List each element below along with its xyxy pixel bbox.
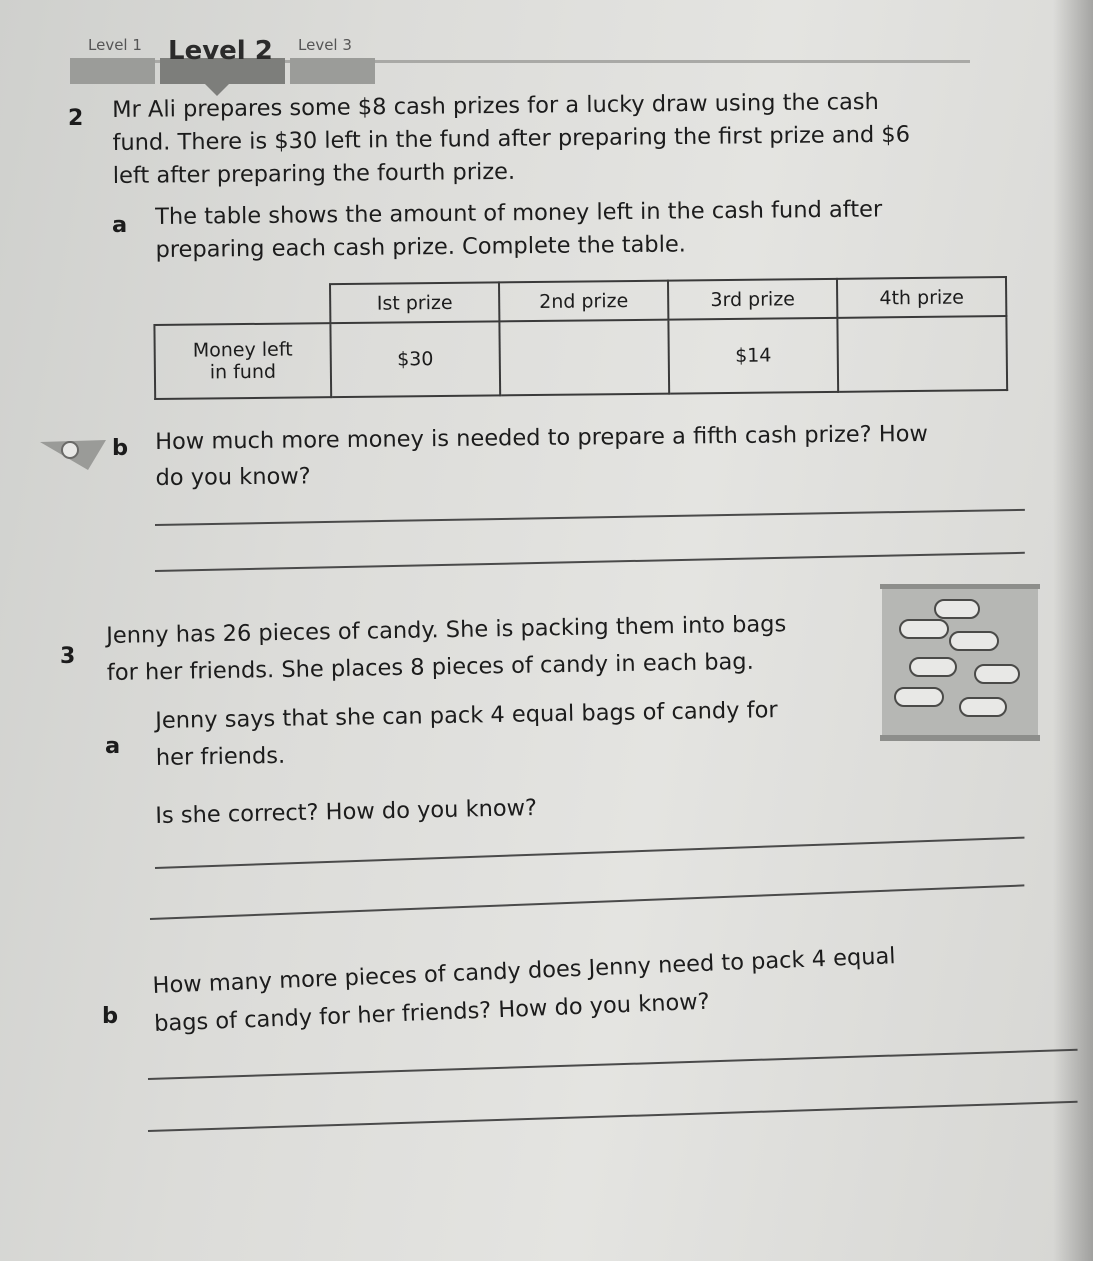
row-label-line-1: Money left [192,338,293,362]
q3b-text [152,940,898,1041]
level3-label: Level 3 [298,36,352,54]
q3a-question: Is she correct? How do you know? [155,795,538,829]
q2b-letter: b [112,435,129,461]
challenge-marker-icon [40,432,106,472]
q3a-letter: a [105,733,121,759]
q2b-line-2: do you know? [155,463,311,491]
question-3-number: 3 [60,644,76,669]
q2a-text [155,193,883,267]
cell-1st-prize: $30 [330,321,500,397]
q2b-line-1: How much more money is needed to prepare a fifth cash prize? How [155,420,929,455]
cell-3rd-prize: $14 [668,318,838,394]
question-2-intro [112,86,910,193]
header-1st-prize: Ist prize [330,282,499,323]
cell-4th-prize-answer[interactable] [837,316,1007,392]
level1-segment [70,58,155,84]
q3a-answer-line-1[interactable] [155,837,1025,869]
q3a-answer-line-2[interactable] [150,884,1024,920]
question-2-number: 2 [68,106,84,131]
row-label-money-left [154,323,331,399]
q2-intro-line-2: fund. There is $30 left in the fund after preparing the first prize and $6 [112,121,911,156]
q2a-line-1: The table shows the amount of money left in the cash fund after [155,196,883,230]
level3-segment [290,58,375,84]
q3b-letter: b [102,1003,119,1029]
q2-intro-line-1: Mr Ali prepares some $8 cash prizes for a lucky draw using the cash [112,88,879,123]
q2b-answer-line-1[interactable] [155,509,1025,526]
q3a-line-2: her friends. [155,742,286,771]
level2-label: Level 2 [168,36,273,66]
level1-label: Level 1 [88,36,142,54]
q2b-answer-line-2[interactable] [155,552,1025,572]
q3a-text [155,694,779,775]
q2a-letter: a [112,212,128,238]
q3b-line-2: bags of candy for her friends? How do you know? [153,988,711,1037]
header-3rd-prize: 3rd prize [668,279,837,320]
q3b-answer-line-2[interactable] [148,1101,1078,1132]
prize-table [153,276,1008,400]
page-edge-shadow [1053,0,1093,1261]
q3b-line-1: How many more pieces of candy does Jenny need to pack 4 equal [152,943,897,999]
q3-intro-line-1: Jenny has 26 pieces of candy. She is packing them into bags [106,611,787,649]
candy-bag-illustration [880,580,1040,745]
q2-intro-line-3: left after preparing the fourth prize. [112,158,516,189]
q3a-line-1: Jenny says that she can pack 4 equal bags of candy for [155,697,778,734]
header-2nd-prize: 2nd prize [499,281,668,322]
header-4th-prize: 4th prize [837,277,1006,318]
table-row-money-left [154,316,1007,399]
question-3-intro [106,608,787,690]
q3-intro-line-2: for her friends. She places 8 pieces of candy in each bag. [106,648,754,686]
row-label-line-2: in fund [209,360,277,384]
q2b-text [155,418,928,495]
q2a-line-2: preparing each cash prize. Complete the table. [155,231,687,263]
cell-2nd-prize-answer[interactable] [499,320,669,396]
table-corner-cell [154,284,330,325]
q3b-answer-line-1[interactable] [148,1049,1078,1080]
